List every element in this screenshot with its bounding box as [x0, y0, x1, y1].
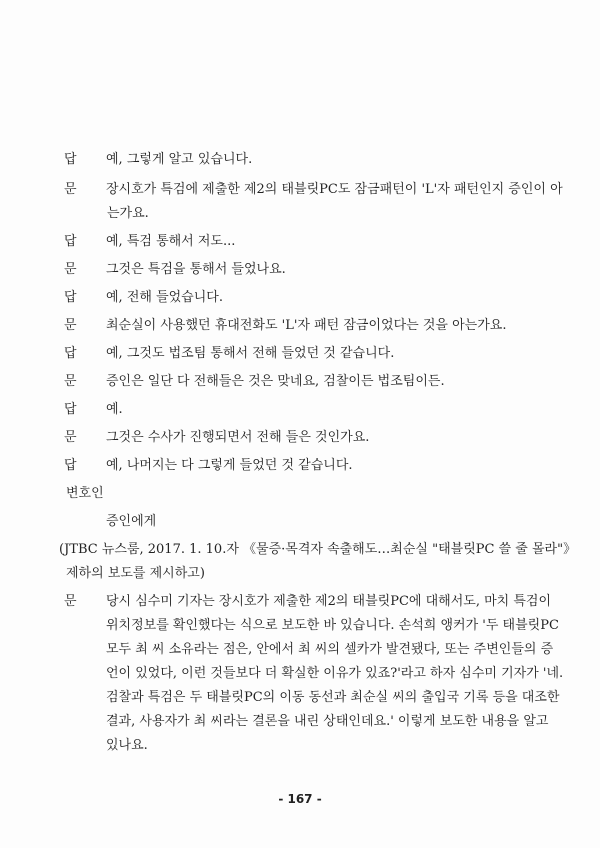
question-text: 위치정보를 확인했다는 식으로 보도한 바 있습니다. 손석희 앵커가 '두 태블릿PC [106, 618, 559, 633]
dialogue-entry [0, 456, 600, 476]
dialogue-text: 최순실이 사용했던 휴대전화도 'L'자 패턴 잠금이었다는 것을 아는가요. [106, 318, 507, 333]
dialogue-text: 예, 나머지는 다 그렇게 들었던 것 같습니다. [106, 458, 353, 473]
dialogue-text: 장시호가 특검에 제출한 제2의 태블릿PC도 잠금패턴이 'L'자 패턴인지 증인이 아 [106, 182, 563, 197]
question-paragraph-line [0, 688, 600, 708]
dialogue-text: 그것은 수사가 진행되면서 전해 들은 것인가요. [106, 430, 370, 445]
dialogue-text-continued: 는가요. [107, 206, 149, 221]
dialogue-continuation [0, 204, 600, 224]
dialogue-text: 예. [106, 402, 123, 417]
question-text: 당시 심수미 기자는 장시호가 제출한 제2의 태블릿PC에 대해서도, 마치 특검이 [106, 594, 552, 609]
section-heading-row [0, 484, 600, 504]
speaker-label: 문 [64, 374, 77, 389]
dialogue-entry [0, 180, 600, 200]
speaker-label: 문 [64, 430, 77, 445]
citation-line-2 [0, 564, 600, 584]
speaker-label: 답 [64, 290, 77, 305]
question-text: 결과, 사용자가 최 씨라는 결론을 내린 상태인데요.' 이렇게 보도한 내용을 알고 [106, 714, 549, 729]
question-paragraph-line [0, 736, 600, 756]
question-paragraph-line [0, 640, 600, 660]
speaker-label: 문 [64, 262, 77, 277]
dialogue-entry [0, 428, 600, 448]
dialogue-text: 예, 그것도 법조팀 통해서 전해 들었던 것 같습니다. [106, 346, 395, 361]
speaker-label: 답 [64, 346, 77, 361]
dialogue-text: 예, 전해 들었습니다. [106, 290, 223, 305]
dialogue-text: 예, 특검 통해서 저도... [106, 234, 236, 249]
question-text: 모두 최 씨 소유라는 점은, 안에서 최 씨의 셀카가 발견됐다, 또는 주변인들의 증 [106, 642, 554, 657]
dialogue-text: 예, 그렇게 알고 있습니다. [106, 152, 253, 167]
speaker-label: 답 [64, 152, 77, 167]
dialogue-entry [0, 232, 600, 252]
page-number: - 167 - [278, 792, 322, 806]
question-text: 언이 있었다, 이런 것들보다 더 확실한 이유가 있죠?'라고 하자 심수미 기자가 '네. [106, 666, 564, 681]
question-paragraph-line [0, 616, 600, 636]
dialogue-text: 그것은 특검을 통해서 들었나요. [106, 262, 286, 277]
citation-text: 제하의 보도를 제시하고) [66, 566, 205, 581]
speaker-label: 문 [64, 318, 77, 333]
speaker-label: 답 [64, 234, 77, 249]
question-paragraph-line [0, 712, 600, 732]
dialogue-entry [0, 372, 600, 392]
question-text: 검찰과 특검은 두 태블릿PC의 이동 동선과 최순실 씨의 출입국 기록 등을 대조한 [106, 690, 560, 705]
dialogue-text: 증인은 일단 다 전해들은 것은 맞네요, 검찰이든 법조팀이든. [106, 374, 445, 389]
addressee-text: 증인에게 [106, 514, 157, 529]
section-heading: 변호인 [66, 486, 104, 501]
speaker-label: 답 [64, 458, 77, 473]
citation-text: (JTBC 뉴스룸, 2017. 1. 10.자 《물증·목격자 속출해도…최순실 "태블릿PC 쓸 줄 몰라"》 [59, 542, 577, 557]
dialogue-entry [0, 150, 600, 170]
question-paragraph-line [0, 592, 600, 612]
speaker-label: 문 [64, 182, 77, 197]
dialogue-entry [0, 288, 600, 308]
speaker-label: 문 [64, 594, 77, 609]
citation-line-1 [0, 540, 600, 560]
question-text: 있나요. [106, 738, 148, 753]
dialogue-entry [0, 344, 600, 364]
question-paragraph-line [0, 664, 600, 684]
addressee-row [0, 512, 600, 532]
speaker-label: 답 [64, 402, 77, 417]
dialogue-entry [0, 316, 600, 336]
dialogue-entry [0, 400, 600, 420]
dialogue-entry [0, 260, 600, 280]
